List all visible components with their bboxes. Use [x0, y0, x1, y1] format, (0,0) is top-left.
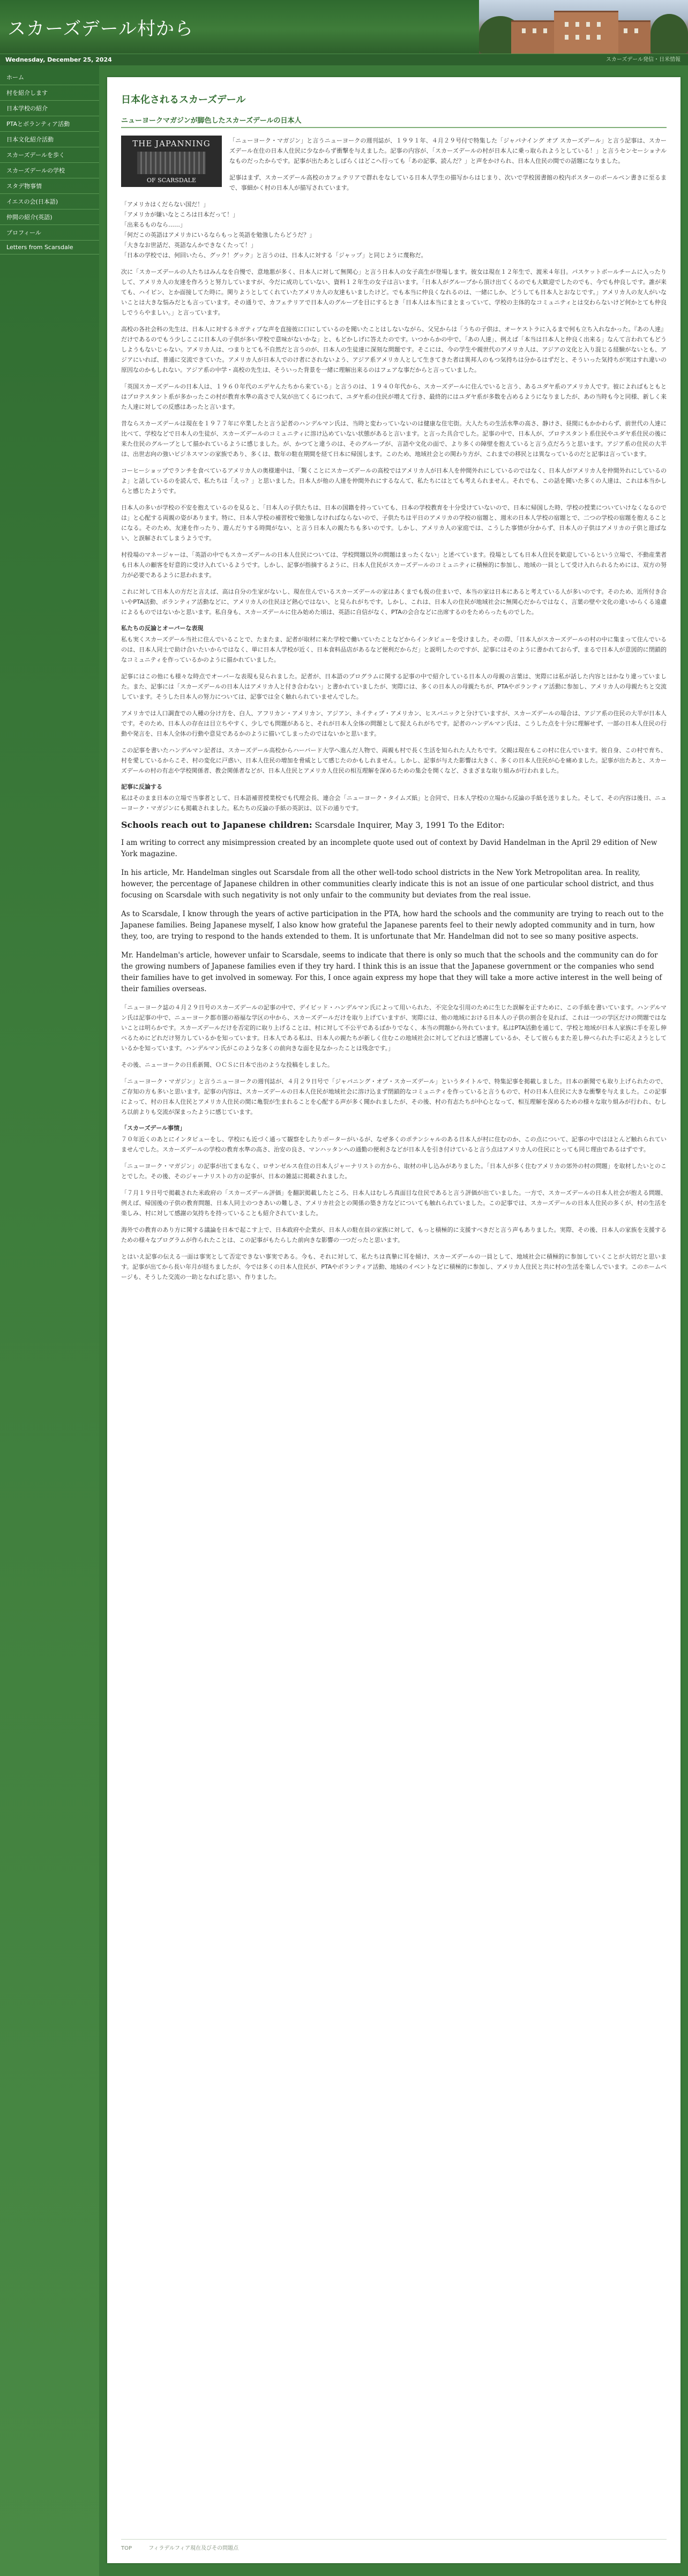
body-paragraph: 次に「スカーズデールの人たちはみんなを自慢で、意地悪が多く、日本人に対して無関心」と言う日本人の女子高生が登場します。彼女は現在１２年生で、渡米４年目。パスケットボールチームに入ったりして、アメリカ人の友達を作ろうと努力していますが、今だに成功していない、資料１２年生の女子は言います。「日本人がグループから頂け出てくるのでも大歓迎でしたのでも、今でも仲良しです。誰が来ても、ハイピン、とか面接してた時に。関りようとしてくれていたアメリカ人の友達もいましたけど。でも本当に仲良くなれるのは、一緒にしか、どうしても日本人とおなじです。」アメリカ人の友人がいないことは大きな悩みだとも言っています。その通りで、カフェテリアで日本人のグループを目にするとき「日本人は本当にまとまっていて、学校の主体的なコミュニティとは交わらないけど何かとても仲良しでうらやましい。」と言っています。: [121, 268, 667, 316]
closing-note: その後、ニューヨークの日系新聞、ＯＣＳに日本で出のような投稿をしました。: [121, 1061, 333, 1068]
figure-art: [137, 152, 206, 174]
sidebar-item-village[interactable]: 村を紹介します: [0, 85, 99, 101]
sidebar-item-profile[interactable]: プロフィール: [0, 225, 99, 241]
footer-links: [121, 2543, 253, 2551]
sidebar-item-walk[interactable]: スカーズデールを歩く: [0, 147, 99, 163]
section-paragraph: 「７月１９日号で掲載された米政府の「スカーズデール評価」を翻訳掲載したところ、日本人はむしろ真面目な住民であると言う評価が出ていました。一方で、スカーズデールの日本人社会が抱える問題、例えば、帰国後の子供の教育問題、日本人同士のつきあいの難しさ、アメリカ社会との関係の築き方などについても触れられていました。この記事では、スカーズデールの日本人住民の多くが、村の生活を楽しみ、村に対して感謝の気持ちを持っていることも紹介されていました。: [121, 1189, 667, 1217]
body-paragraph: コーヒーショップでランチを食べているアメリカ人の奥様連中は、「驚くことにスカーズデールの高校ではアメリカ人が日本人を仲間外れにしているのではなく、日本人がアメリカ人を仲間外れにしているのよ」と話しているのを読んで、私たちは「えっ？」と思いました。日本人が他の人達を仲間外れにするなんて、私たちにはとても考えられません。それでも、この話を聞いた多くの人達は、これは本当かしらと感じたようです。: [121, 467, 667, 495]
magazine-cover-image: [121, 136, 222, 187]
site-tagline: スカーズデール発信・日米情報: [605, 57, 680, 63]
section-heading: 私たちの反論とオーバーな表現: [121, 625, 204, 632]
figure-subtitle: OF SCARSDALE: [147, 177, 196, 184]
body-paragraph: 「英国スカーズデールの日本人は、１９６０年代のエデヤんたちから来ている」と言うのは、１９４０年代から、スカーズデールに住んでいると言う、あるユダヤ系のアメリカ人です。彼によればもともとはプロテスタント系が多かったこの村が教育水準の高さで人気が出てくるにつれて、ユダヤ系の住民が増えて行き、最終的にはユダヤ系が多数を占めるようになりましたが、あの当時も今と同様、新しく来た人達に対しての反感はあったと言います。: [121, 383, 667, 410]
english-paragraph: I am writing to correct any misimpression created by an incomplete quote used out of context by David Handelman in the April 29 edition of New York magazine.: [121, 838, 657, 858]
sidebar-nav: [0, 65, 99, 254]
header-photo: [479, 0, 688, 54]
sidebar-item-pta[interactable]: PTAとボランティア活動: [0, 116, 99, 132]
sidebar-item-church[interactable]: イエスの会(日本語): [0, 194, 99, 209]
site-header: [0, 0, 688, 54]
final-paragraph: とはいえ記事の伝える一面は事実として否定できない事実である。今も、それに対して、私たちは真摯に耳を傾け、スカーズデールの一員として、地域社会に積極的に参加していくことが大切だと思います。記事が出てから長い年月が経ちましたが、今では多くの日本人住民が、PTAやボランティア活動、地域のイベントなどに積極的に参加し、アメリカ人住民と共に村の生活を楽しんでいます。このホームページも、そうした交流の一助となればと思い、作りました。: [121, 1253, 667, 1280]
quote-block: 「アメリカはくだらない国だ！」 「アメリカが嫌いなところは日本だって！」 「出来るものなら……」 「何だこの英語はアメリカにいるならもっと英語を勉強したらどうだ？」 「大きなお世話だ、英語なんかできなくたって！」 「日本の学校では、何回いたら、グック！グック」と言うのは、日本人に対する「ジャップ」と同じように蔑称だ。: [121, 201, 427, 259]
sidebar-item-schools[interactable]: スカーズデールの学校: [0, 163, 99, 178]
section-paragraph: 記事にはこの他にも様々な時点でオーバーな表現も見られました。記者が、日本語のプログラムに関する記事の中で紹介している日本人の母親の言葉は、実際には私が話した内容とはかなり違っていました。また、記事には「スカーズデールの日本人はアメリカ人と付き合わない」と書かれていましたが、実際には、多くの日本人の母親たちが、PTAやボランティア活動に参加し、アメリカ人の母親たちと交流しています。そうした日本人の努力については、記事では全く触れられていませんでした。: [121, 673, 667, 700]
body-paragraph: 昔ならスカーズデールは現在を１９７７年に卒業したと言う記者のハンデルマン氏は、当時と変わっていないのは健康な住宅街。大人たちの生活水準の高さ、静けさ、昼間にもかかわらず、前世代の人達に比べて、学校などで日本人の生徒が、スカーズデールのコミュニティに溶け込めていない状態があると言います。と言った具合でした。記事の中で、日本人が、プロテスタント系住民やユダヤ系住民の後に来た住民のグループとして描かれているように感じました。が、かつてと違うのは、そのグループが、言語や文化の面で、より多くの障壁を抱えていると言う点だろうと思います。アジア系の住民の大半は、出世志向の強いビジネスマンの家族であり、多くは、数年の駐在期間を経て日本に帰国します。このため、地域社会との関わり方が、これまでの移民とは異なっているのだと記事は言っています。: [121, 420, 667, 458]
english-paragraph: In his article, Mr. Handelman singles out Scarsdale from all the other well-todo school districts in the New York Metropolitan area. In reality, however, the percentage of Japanese children in other communities clearly indicate this is not an issue of one particular school district, and thus focusing on Scarsdale with such negativity is not only unfair to the community but deviates from the real issue.: [121, 868, 654, 900]
page-wrapper: [0, 65, 688, 2576]
sidebar-item-affairs[interactable]: スタデ物事情: [0, 178, 99, 194]
section-paragraph: 「ニューヨーク・マガジン」の記事が出てまもなく、ロサンゼルス在住の日本人ジャーナリストの方から、取材の申し込みがありました。「日本人が多く住むアメリカの郊外の村の問題」を取材したいとのことでした。その後、そのジャーナリストの方の記事が、日本の雑誌に掲載されました。: [121, 1163, 667, 1180]
body-paragraph: 村役場のマネージャーは、「英語の中でもスカーズデールの日本人住民については、学校問題以外の問題はまったくない」と述べています。役場としても日本人住民を歓迎しているという立場で、不動産業者も日本人の顧客を好意的に受け入れているようです。しかし、記事が指摘するように、日本人住民がスカーズデールのコミュニティに積極的に参加し、地域の一員として受け入れられるためには、双方の努力が必要であるように思われます。: [121, 551, 667, 579]
divider: [121, 127, 667, 128]
section-paragraph: この記事を書いたハンデルマン記者は、スカーズデール高校からハーバード大学へ進んだ人物で、両親も村で長く生活を知られた人たちです。父親は現在もこの村に住んでいます。彼自身、この村で育ち、村を愛しているからこそ、村の変化に戸惑い、日本人住民の増加を脅威として感じたのかもしれません。しかし、記事が与えた影響は大きく、多くの日本人住民が心を痛めました。記事が出たあと、スカーズデールの村の有志や学校関係者、教会関係者などが、日本人住民とアメリカ人住民の相互理解を深めるための集会を開くなど、さまざまな取り組みが行われました。: [121, 747, 667, 774]
current-date: Wednesday, December 25, 2024: [5, 56, 112, 63]
page-title: 日本化されるスカーズデール: [121, 94, 246, 106]
english-paragraph: Mr. Handelman's article, however unfair to Scarsdale, seems to indicate that there is only so much that the schools and the community can do for the growing numbers of Japanese families even if they try hard. I think this is an issue that the Japanese government or the companies who send their families have to get involved in someway. For this, I once again express my hope that they will take a more active interest in the well being of their families overseas.: [121, 951, 662, 993]
body-paragraph: これに対して日本人の方だと言えば、高は自分の生家がないし、現在住んでいるスカーズデールの家はあくまでも仮の住まいで、本当の家は日本にあると考えている人が多いのです。そのため、近所付き合いやPTA活動、ボランティア活動などに、アメリカ人の住民ほど熱心ではない、と見られがちです。しかし、これは、日本人の住民が地域社会に無関心だからではなく、言葉の壁や文化の違いからくる遠慮によるものではないかと思います。私自身も、スカーズデールに住み始めた頃は、英語に自信がなく、PTAの会合などに出席するのをためらったものでした。: [121, 588, 667, 616]
sidebar-item-friends[interactable]: 仲間の紹介(英語): [0, 209, 99, 225]
next-article-link[interactable]: フィラデルフィア現在及びその問題点: [148, 2545, 239, 2551]
section-paragraph: ７０年近くのあとにインタビューをし、学校にも近づく通って観察をしたりポーターがいるが、なぜ多くのポテンシャルのある日本人が村に住むのか、この点について、記事の中ではほとんど触れられていませんでした。スカーズデールの学校の教育水準の高さ、治安の良さ、マンハッタンへの通勤の便利さなどが日本人を引き付けていると言う点はアメリカ人の住民にとっても同じ理由であるはずです。: [121, 1136, 667, 1153]
english-letter-heading: [121, 820, 667, 830]
sidebar-item-letters[interactable]: Letters from Scarsdale: [0, 241, 99, 254]
section-paragraph: 私はそのまま日本の立場で当事者として、日本語補習授業校でも代理会長、連合会「ニューヨーク・タイムズ紙」と合同で、日本人学校の立場から反論の手紙を送りました。そして、その内容は後日、ニューヨーク・マガジンにも掲載されました。私たちの反論の手紙の英訳は、以下の通りです。: [121, 795, 667, 812]
closing-paragraph: 「ニューヨーク・マガジン」と言うニューヨークの週刊誌が、４月２９日号で「ジャパニング・オブ・スカーズデール」というタイトルで、特集記事を掲載しました。日本の新聞でも取り上げられたので、ご存知の方も多いと思います。記事の内容は、スカーズデールの日本人住民が地域社会に溶け込まず閉鎖的なコミュニティを作っていると言うもので、村の日本人住民に大きな衝撃を与えました。この記事によって、村の日本人住民とアメリカ人住民の間に亀裂が生まれることを心配する声が多く聞かれましたが、その後、村の有志たちが中心となって、相互理解を深めるための様々な取り組みが行われ、むしろ以前よりも交流が深まったように感じています。: [121, 1078, 667, 1115]
section-paragraph: 私も実くスカーズデール当社に住んでいることで、たまたま、記者が取材に来た学校で働いていたことなどからインタビューを受けました。その際、「日本人がスカーズデールの村の中に集まって住んでいるのは、日本人同士で助け合いたいからではなく、単に日本人学校が近く、日本食料品店があるなど便利だからだ」と説明したのですが、記事にはそのように書かれておらず、まるで日本人が意図的に閉鎖的なコミュニティを作っているかのように描かれていました。: [121, 636, 667, 663]
section-paragraph: アメリカでは人口調査での人種の分け方を、白人、アフリカン・アメリカン、アジアン、ネイティブ・アメリカン、ヒスパニックと分けていますが、スカーズデールの場合は、アジア系の住民の大半が日本人です。そのため、日本人の存在は目立ちやすく、少しでも問題があると、それが日本人全体の問題として捉えられがちです。記者のハンデルマン氏は、こうした点を十分に理解せず、一部の日本人住民の行動や発言を、日本人全体の行動や意見であるかのように描いてしまったのではないかと思います。: [121, 710, 667, 737]
sidebar: [0, 65, 99, 2576]
main-content: [107, 77, 680, 2563]
footer-divider: [121, 2539, 667, 2540]
sidebar-item-home[interactable]: ホーム: [0, 70, 99, 85]
body-paragraph: 高校の各社会科の先生は、日本人に対するネガティブな声を直接彼に口にしているのを聞いたことはしないながら、父兄からは「うちの子供は、オーケストラに入るまで何も立ち入れなかった。『あの人達』だけであるのでもう少しここに日本人の子供が多い学校で意味がないかな」と、もどかしげに答えたのです。いつからかの中で、「あの人達」、例えば「本当は日本人と仲良く出来る」なんて言われてもどうしようもないじゃない。アメリカ人は、つまりとても不自然だと言うのが、日本人の生徒達に深刻な問題です。そこには、今の学生や親世代のアメリカ人は、アジアの文化と入り混じる経験がないとも、アジアにいれば、普通に交流できていた。アメリカ人が日本人でのけ者にされないよう、アジア系アメリカ人として生きてきた者は異邦人のもつ気持ちは分かるはずだと、そういった気持ちが実はすれ違いの原因なのかもしれない。アジア系の中学・高校の先生は、そういった背景を一緒に理解出来るのはフェアな事だからと言っていました。: [121, 326, 667, 373]
translation-paragraph: 「ニューヨーク誌の４月２９日号のスカーズデールの記事の中で、デイビッド・ハンデルマン氏によって用いられた、不完全な引用のために生じた誤解を正すために、この手紙を書いています。ハンデルマン氏は記事の中で、ニューヨーク都市圏の裕福な学区の中から、スカーズデールだけを取り上げていますが、実際には、他の地域における日本人の子供の割合を見れば、これは一つの学区だけの問題ではないことは明らかです。スカーズデールだけを否定的に取り上げることは、村に対して不公平であるばかりでなく、本当の問題から外れています。私はPTA活動を通じて、学校と地域が日本人家族に手を差し伸べるためにどれだけ努力しているかを知っています。日本人である私は、日本人の親たちが新しく住むこの地域社会に対してどれほど感謝しているか、そして彼らもまた差し伸べられた手に応えようとしているかを知っています。ハンデルマン氏がこのような多くの前向きな面を見なかったことは残念です。」: [121, 1004, 667, 1052]
article-subtitle: ニューヨークマガジンが脚色したスカーズデールの日本人: [121, 117, 302, 125]
site-title[interactable]: スカーズデール村から: [8, 18, 193, 40]
body-paragraph: 日本人の多いが学校の不安を抱えているのを見ると、「日本人の子供たちは、日本の国籍を持っていても、日本の学校教育を十分受けていないので、日本に帰国した時、学校の授業についていけなくなるのでは」と心配する両親の姿があります。特に、日本人学校の補習校で勉強しなければならないので、子供たちは平日のアメリカの学校の宿題と、週末の日本人学校の宿題とで、二つの学校の宿題を抱えることになる。そのため、友達を作ったり、遊んだりする時間がない、と言う日本人の親たちも多いのです。しかし、アメリカ人の家庭では、こうした事情が分からず、日本人の子供はアメリカの子供と遊ばない、と誤解されてしまうようです。: [121, 504, 667, 542]
intro-paragraph-2: 記事はまず、スカーズデール高校のカフェテリアで群れをなしている日本人学生の描写からはじまり、次いで学校図書館の校内ポスターのポールペン書きに至るまで、事細かく村の日本人が描写されています。: [229, 174, 667, 191]
english-letter-source: Scarsdale Inquirer, May 3, 1991 To the Editor:: [315, 820, 505, 830]
english-paragraph: As to Scarsdale, I know through the years of active participation in the PTA, how hard the schools and the community are trying to reach out to the Japanese families. Being Japanese myself, I also know how grateful the Japanese parents feel to their newly adopted community and in turn, how they, too, are trying to respond to the hands extended to them. It is unfortunate that Mr. Handelman did not to see so many positive aspects.: [121, 910, 664, 941]
top-link[interactable]: TOP: [121, 2545, 132, 2551]
intro-paragraph: 「ニューヨーク・マガジン」と言うニューヨークの週刊誌が、１９９１年、４月２９号付で特集した「ジャパナイング オブ スカーズデール」と言う記事は、スカーズデール在住の日本人住民に少なからず衝撃を与えました。記事の内容が、「スカーズデールの村が日本人に乗っ取られようとしている！」と言うセンセーショナルなものだったからです。記事が出たあとしばらくはどこへ行っても「あの記事、読んだ？」と声をかけられ、日本人住民の間での話題になりました。: [229, 137, 667, 164]
sidebar-item-culture[interactable]: 日本文化紹介活動: [0, 132, 99, 147]
figure-title: THE JAPANNING: [132, 139, 211, 148]
date-bar: [0, 54, 688, 65]
section-paragraph: 海外での教育のあり方に関する議論を日本で起こす上で、日本政府や企業が、日本人の駐在員の家族に対して、もっと積極的に支援すべきだと言う声もありました。実際、その後、日本人の家族を支援するための様々なプログラムが作られたことは、この記事がもたらした前向きな影響の一つだったと思います。: [121, 1226, 667, 1244]
section-heading: 記事に反論する: [121, 783, 162, 790]
english-letter-title: Schools reach out to Japanese children:: [121, 820, 312, 830]
section-heading: 「スカーズデール事情」: [121, 1125, 186, 1132]
sidebar-item-japanese-school[interactable]: 日本学校の紹介: [0, 101, 99, 116]
